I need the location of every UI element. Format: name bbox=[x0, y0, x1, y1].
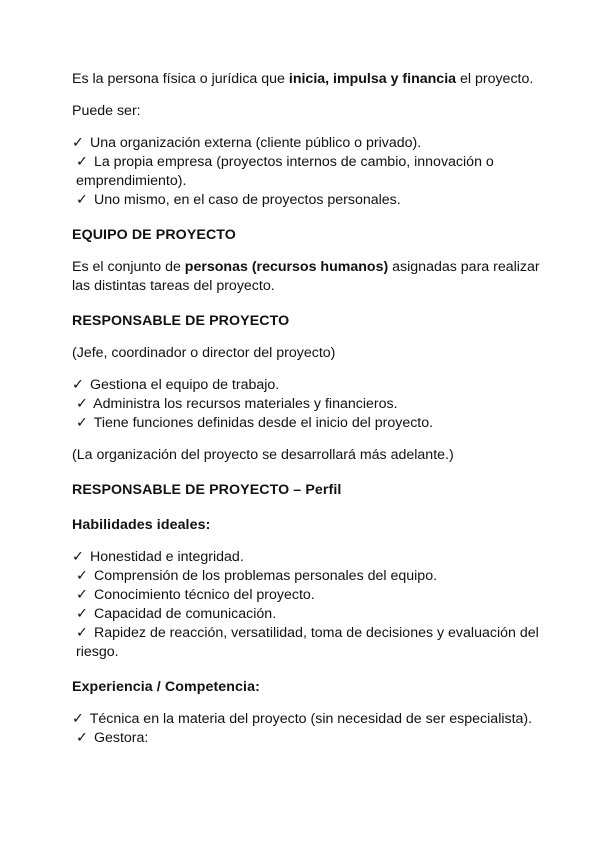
check-icon: ✓ bbox=[76, 415, 88, 431]
intro-paragraph bbox=[72, 70, 542, 89]
experiencia-list bbox=[72, 710, 542, 748]
intro-bold-text: inicia, impulsa y financia bbox=[288, 71, 457, 87]
equipo-paragraph: Es el conjunto de personas (recursos humanos) asignadas para realizar las distintas tareas del proyecto. bbox=[72, 259, 540, 294]
check-icon: ✓ bbox=[72, 377, 84, 393]
list-item: ✓ Honestidad e integridad. bbox=[72, 549, 244, 565]
perfil-heading: RESPONSABLE DE PROYECTO – Perfil bbox=[72, 482, 342, 498]
puede-ser-label: Puede ser: bbox=[72, 103, 141, 119]
check-icon: ✓ bbox=[76, 625, 88, 641]
list-item: ✓ Tiene funciones definidas desde el inicio del proyecto. bbox=[76, 415, 434, 431]
list-item: ✓ La propia empresa (proyectos internos de cambio, innovación o emprendimiento). bbox=[76, 154, 494, 189]
check-icon: ✓ bbox=[72, 135, 84, 151]
check-icon: ✓ bbox=[76, 730, 88, 746]
document-page bbox=[72, 70, 542, 748]
responsable-note: (La organización del proyecto se desarrollará más adelante.) bbox=[72, 447, 454, 463]
list-item: ✓ Gestora: bbox=[76, 730, 149, 746]
check-icon: ✓ bbox=[76, 587, 88, 603]
puede-ser-list bbox=[72, 134, 542, 210]
list-item: ✓ Capacidad de comunicación. bbox=[76, 606, 277, 622]
check-icon: ✓ bbox=[76, 568, 88, 584]
equipo-heading: EQUIPO DE PROYECTO bbox=[72, 227, 236, 243]
experiencia-heading: Experiencia / Competencia: bbox=[72, 679, 260, 695]
intro-text: Es la persona física o jurídica que bbox=[72, 71, 289, 87]
check-icon: ✓ bbox=[72, 549, 84, 565]
responsable-list bbox=[72, 376, 542, 433]
list-item: ✓ Comprensión de los problemas personales del equipo. bbox=[76, 568, 438, 584]
list-item: ✓ Gestiona el equipo de trabajo. bbox=[72, 377, 280, 393]
check-icon: ✓ bbox=[76, 192, 88, 208]
list-item: ✓ Conocimiento técnico del proyecto. bbox=[76, 587, 315, 603]
list-item: ✓ Una organización externa (cliente público o privado). bbox=[72, 135, 422, 151]
list-item: ✓ Uno mismo, en el caso de proyectos personales. bbox=[76, 192, 401, 208]
intro-text-end: el proyecto. bbox=[456, 71, 534, 87]
responsable-subtitle: (Jefe, coordinador o director del proyecto) bbox=[72, 345, 336, 361]
list-item: ✓ Técnica en la materia del proyecto (sin necesidad de ser especialista). bbox=[72, 711, 533, 727]
habilidades-list bbox=[72, 548, 542, 662]
habilidades-heading: Habilidades ideales: bbox=[72, 517, 211, 533]
check-icon: ✓ bbox=[76, 154, 88, 170]
list-item: ✓ Rapidez de reacción, versatilidad, toma de decisiones y evaluación del riesgo. bbox=[76, 625, 539, 660]
check-icon: ✓ bbox=[76, 396, 88, 412]
responsable-heading: RESPONSABLE DE PROYECTO bbox=[72, 313, 290, 329]
list-item: ✓ Administra los recursos materiales y financieros. bbox=[76, 396, 398, 412]
check-icon: ✓ bbox=[72, 711, 84, 727]
check-icon: ✓ bbox=[76, 606, 88, 622]
